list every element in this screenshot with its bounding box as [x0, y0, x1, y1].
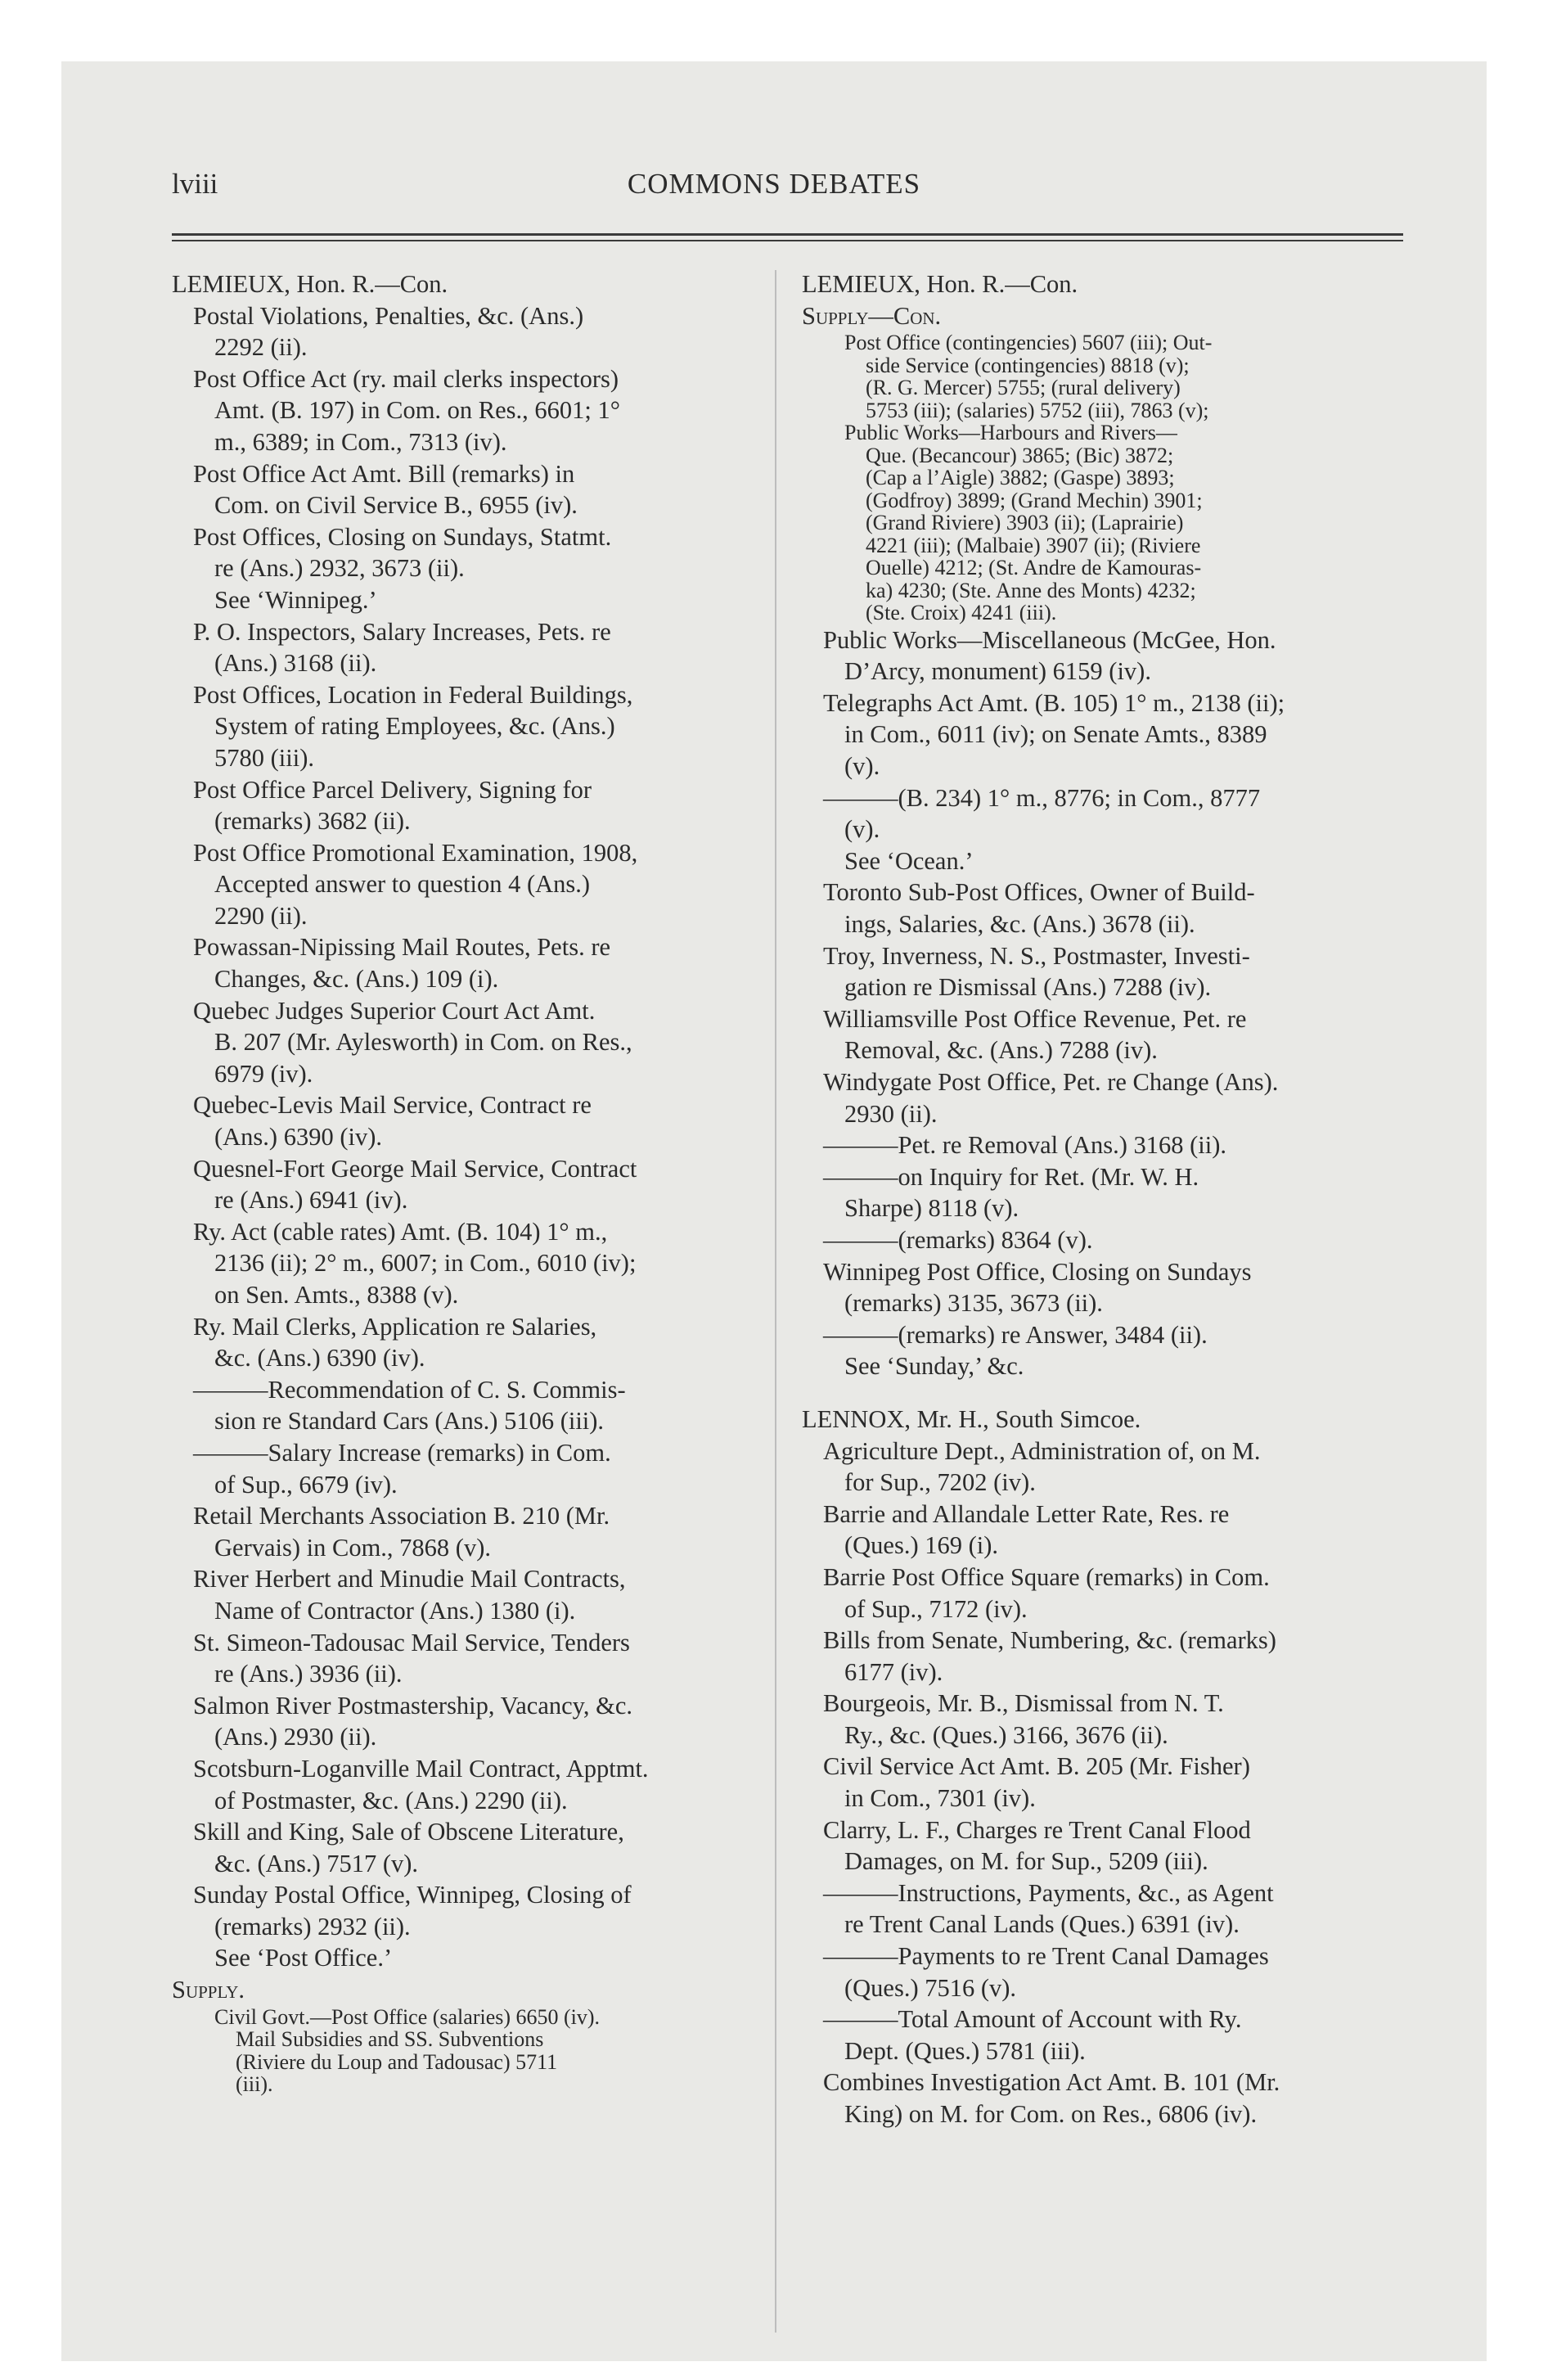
index-entry	[823, 782, 1424, 877]
index-entry	[193, 1627, 839, 1690]
entry-line: ——— (B. 234) 1° m., 8776; in Com., 8777	[823, 782, 1424, 814]
column-divider	[775, 270, 776, 2333]
entry-line: Post Office Promotional Examination, 1908,	[193, 838, 638, 867]
index-heading: LEMIEUX, Hon. R.—Con.	[172, 270, 448, 298]
entry-line: ings, Salaries, &c. (Ans.) 3678 (ii).	[844, 910, 1195, 939]
index-entry	[193, 616, 839, 679]
entry-line: gation re Dismissal (Ans.) 7288 (iv).	[844, 973, 1212, 1002]
index-entry	[193, 931, 839, 994]
supply-heading: Supply.	[172, 1976, 245, 2004]
header-rule-top	[172, 233, 1403, 236]
entry-line: Powassan-Nipissing Mail Routes, Pets. re	[193, 933, 611, 962]
entry-line: Ry. Mail Clerks, Application re Salaries,	[193, 1312, 597, 1341]
index-entry	[823, 624, 1424, 687]
entry-line: Bills from Senate, Numbering, &c. (remarks)	[823, 1626, 1276, 1655]
entry-line: B. 207 (Mr. Aylesworth) in Com. on Res.,	[214, 1028, 632, 1057]
entry-line: Amt. (B. 197) in Com. on Res., 6601; 1°	[214, 396, 620, 425]
index-entry	[193, 1089, 839, 1152]
header-rule-bottom	[172, 240, 1403, 241]
entry-line: Quesnel-Fort George Mail Service, Contract	[193, 1154, 637, 1183]
entry-line: St. Simeon-Tadousac Mail Service, Tenders	[193, 1628, 630, 1657]
entry-line: (Ans.) 3168 (ii).	[214, 649, 377, 678]
section-spacer	[802, 1382, 1424, 1404]
entry-line: 5780 (iii).	[214, 743, 314, 772]
entry-line: 2136 (ii); 2° m., 6007; in Com., 6010 (iv);	[214, 1249, 637, 1278]
entry-line: (Ques.) 7516 (v).	[844, 1973, 1017, 2002]
entry-line: Public Works—Miscellaneous (McGee, Hon.	[823, 625, 1276, 654]
entry-line: See ‘Ocean.’	[844, 846, 974, 875]
entry-line: Telegraphs Act Amt. (B. 105) 1° m., 2138 (ii);	[823, 688, 1285, 717]
index-entry	[193, 300, 839, 363]
entry-line: (R. G. Mercer) 5755; (rural delivery)	[866, 376, 1181, 400]
entry-line: re (Ans.) 6941 (iv).	[214, 1186, 408, 1215]
index-entry	[823, 1941, 1424, 2004]
entry-line: Postal Violations, Penalties, &c. (Ans.)	[193, 301, 584, 330]
index-entry	[193, 363, 839, 458]
entry-line: Changes, &c. (Ans.) 109 (i).	[214, 965, 499, 994]
entry-line: Troy, Inverness, N. S., Postmaster, Investi-	[823, 941, 1250, 970]
entry-line: ——— Instructions, Payments, &c., as Agent	[823, 1877, 1424, 1909]
entry-line: ——— Payments to re Trent Canal Damages	[823, 1941, 1424, 1972]
index-entry	[193, 1816, 839, 1879]
entry-line: River Herbert and Minudie Mail Contracts,	[193, 1565, 626, 1593]
index-entry	[823, 1066, 1424, 1129]
entry-line: 2292 (ii).	[214, 333, 308, 362]
entry-line: Clarry, L. F., Charges re Trent Canal Flood	[823, 1815, 1251, 1844]
index-page	[61, 61, 1487, 2361]
entry-line: Civil Service Act Amt. B. 205 (Mr. Fisher)	[823, 1752, 1250, 1781]
entry-line: (Ans.) 6390 (iv).	[214, 1123, 382, 1152]
entry-line: Salmon River Postmastership, Vacancy, &c.	[193, 1691, 633, 1720]
entry-line: Barrie and Allandale Letter Rate, Res. re	[823, 1499, 1230, 1528]
entry-line: Williamsville Post Office Revenue, Pet. re	[823, 1004, 1247, 1033]
index-heading: LEMIEUX, Hon. R.—Con.	[802, 270, 1078, 298]
entry-line: Post Office (contingencies) 5607 (iii); Out-	[844, 331, 1213, 355]
index-entry	[823, 1625, 1424, 1688]
entry-line: (Ques.) 169 (i).	[844, 1531, 999, 1560]
entry-line: (Godfroy) 3899; (Grand Mechin) 3901;	[866, 488, 1203, 512]
entry-line: Civil Govt.—Post Office (salaries) 6650 (iv).	[214, 2004, 601, 2029]
entry-line: (v).	[844, 752, 880, 781]
entry-line: See ‘Winnipeg.’	[214, 585, 377, 614]
entry-line: Com. on Civil Service B., 6955 (iv).	[214, 491, 578, 520]
index-entry	[823, 1003, 1424, 1066]
index-entry	[823, 1129, 1424, 1161]
entry-line: (Grand Riviere) 3903 (ii); (Laprairie)	[866, 511, 1184, 535]
index-entry	[823, 1877, 1424, 1941]
index-entry	[193, 1879, 839, 1974]
entry-line: side Service (contingencies) 8818 (v);	[866, 353, 1190, 377]
index-entry	[193, 995, 839, 1090]
page-title: COMMONS DEBATES	[627, 168, 921, 200]
entry-line: ——— (remarks) 8364 (v).	[823, 1224, 1424, 1256]
entry-line: Sharpe) 8118 (v).	[844, 1194, 1019, 1223]
index-entry	[193, 837, 839, 932]
index-entry	[823, 1319, 1424, 1382]
supply-heading: Supply—Con.	[802, 301, 942, 330]
entry-line: Removal, &c. (Ans.) 7288 (iv).	[844, 1036, 1158, 1065]
entry-line: (Riviere du Loup and Tadousac) 5711	[236, 2049, 558, 2074]
entry-line: Agriculture Dept., Administration of, on M.	[823, 1436, 1261, 1465]
entry-line: Barrie Post Office Square (remarks) in Com.	[823, 1562, 1270, 1591]
entry-line: D’Arcy, monument) 6159 (iv).	[844, 657, 1151, 686]
index-entry	[823, 940, 1424, 1003]
entry-line: (remarks) 3135, 3673 (ii).	[844, 1289, 1103, 1318]
entry-line: (remarks) 2932 (ii).	[214, 1912, 411, 1941]
entry-line: ——— Pet. re Removal (Ans.) 3168 (ii).	[823, 1129, 1424, 1161]
index-entry	[823, 1688, 1424, 1751]
entry-line: ——— Salary Increase (remarks) in Com.	[193, 1437, 839, 1469]
entry-line: Damages, on M. for Sup., 5209 (iii).	[844, 1847, 1208, 1876]
supply-entry	[214, 2006, 839, 2096]
entry-line: ——— on Inquiry for Ret. (Mr. W. H.	[823, 1161, 1424, 1193]
entry-line: ——— Recommendation of C. S. Commis-	[193, 1374, 839, 1406]
entry-line: (Ans.) 2930 (ii).	[214, 1723, 377, 1751]
index-entry	[823, 687, 1424, 782]
index-entry	[193, 1500, 839, 1563]
entry-line: 4221 (iii); (Malbaie) 3907 (ii); (Riviere	[866, 533, 1201, 557]
entry-line: (remarks) 3682 (ii).	[214, 807, 411, 836]
entry-line: Retail Merchants Association B. 210 (Mr.	[193, 1502, 610, 1530]
entry-line: See ‘Sunday,’ &c.	[844, 1352, 1024, 1381]
entry-line: &c. (Ans.) 6390 (iv).	[214, 1344, 425, 1373]
entry-line: Post Office Act (ry. mail clerks inspectors)	[193, 364, 619, 393]
entry-line: 2930 (ii).	[844, 1099, 938, 1128]
index-entry	[823, 1751, 1424, 1814]
index-heading: LENNOX, Mr. H., South Simcoe.	[802, 1404, 1141, 1433]
entry-line: re (Ans.) 2932, 3673 (ii).	[214, 554, 465, 583]
entry-line: See ‘Post Office.’	[214, 1944, 393, 1972]
index-entry	[823, 877, 1424, 940]
entry-line: of Postmaster, &c. (Ans.) 2290 (ii).	[214, 1786, 568, 1814]
entry-line: Quebec Judges Superior Court Act Amt.	[193, 996, 596, 1025]
index-entry	[823, 1562, 1424, 1625]
entry-line: Mail Subsidies and SS. Subventions	[236, 2027, 544, 2052]
entry-line: (Cap a l’Aigle) 3882; (Gaspe) 3893;	[866, 466, 1175, 490]
entry-line: 6979 (iv).	[214, 1059, 313, 1088]
entry-line: Ouelle) 4212; (St. Andre de Kamouras-	[866, 556, 1202, 580]
entry-line: Toronto Sub-Post Offices, Owner of Build-	[823, 878, 1255, 907]
index-entry	[193, 1690, 839, 1753]
entry-line: Bourgeois, Mr. B., Dismissal from N. T.	[823, 1689, 1224, 1718]
index-entry	[193, 521, 839, 616]
entry-line: (iii).	[236, 2072, 273, 2097]
entry-line: Post Office Parcel Delivery, Signing for	[193, 775, 592, 804]
entry-line: ——— (remarks) re Answer, 3484 (ii).	[823, 1319, 1424, 1351]
entry-line: Accepted answer to question 4 (Ans.)	[214, 870, 591, 899]
entry-line: Ry., &c. (Ques.) 3166, 3676 (ii).	[844, 1720, 1168, 1749]
entry-line: in Com., 6011 (iv); on Senate Amts., 8389	[844, 720, 1267, 749]
entry-line: m., 6389; in Com., 7313 (iv).	[214, 427, 507, 456]
entry-line: Winnipeg Post Office, Closing on Sundays	[823, 1257, 1252, 1286]
index-entry	[823, 1499, 1424, 1562]
index-entry	[193, 679, 839, 774]
entry-line: P. O. Inspectors, Salary Increases, Pets. re	[193, 617, 611, 646]
index-entry	[193, 1753, 839, 1816]
entry-line: &c. (Ans.) 7517 (v).	[214, 1849, 419, 1877]
entry-line: Public Works—Harbours and Rivers—	[844, 421, 1177, 445]
entry-line: Name of Contractor (Ans.) 1380 (i).	[214, 1596, 576, 1625]
entry-line: (Ste. Croix) 4241 (iii).	[866, 601, 1057, 625]
entry-line: Que. (Becancour) 3865; (Bic) 3872;	[866, 443, 1174, 467]
entry-line: for Sup., 7202 (iv).	[844, 1468, 1036, 1497]
index-entry	[193, 458, 839, 521]
index-entry	[193, 774, 839, 837]
index-entry	[193, 1311, 839, 1374]
entry-line: King) on M. for Com. on Res., 6806 (iv).	[844, 2100, 1258, 2128]
index-entry	[823, 1161, 1424, 1224]
entry-line: 2290 (ii).	[214, 901, 308, 930]
entry-line: ka) 4230; (Ste. Anne des Monts) 4232;	[866, 578, 1196, 602]
entry-line: Sunday Postal Office, Winnipeg, Closing of	[193, 1881, 632, 1909]
entry-line: Windygate Post Office, Pet. re Change (Ans).	[823, 1068, 1279, 1096]
supply-entry	[844, 421, 1424, 624]
index-entry	[823, 2004, 1424, 2067]
entry-line: Scotsburn-Loganville Mail Contract, Apptmt.	[193, 1754, 649, 1783]
index-entry	[823, 2067, 1424, 2130]
entry-line: re (Ans.) 3936 (ii).	[214, 1660, 403, 1688]
entry-line: ——— Total Amount of Account with Ry.	[823, 2004, 1424, 2035]
entry-line: on Sen. Amts., 8388 (v).	[214, 1281, 459, 1309]
index-entry	[193, 1153, 839, 1216]
entry-line: sion re Standard Cars (Ans.) 5106 (iii).	[214, 1407, 605, 1436]
index-entry	[823, 1256, 1424, 1319]
entry-line: Post Offices, Location in Federal Buildings,	[193, 680, 633, 709]
index-entry	[193, 1216, 839, 1311]
entry-line: System of rating Employees, &c. (Ans.)	[214, 712, 615, 741]
entry-line: (v).	[844, 815, 880, 844]
supply-entry	[844, 331, 1424, 421]
index-entry	[823, 1436, 1424, 1499]
entry-line: Post Offices, Closing on Sundays, Statmt.	[193, 522, 612, 551]
entry-line: in Com., 7301 (iv).	[844, 1784, 1036, 1813]
entry-line: 6177 (iv).	[844, 1657, 943, 1686]
index-entry	[193, 1563, 839, 1626]
index-entry	[193, 1374, 839, 1437]
page-number: lviii	[172, 168, 218, 200]
index-entry	[823, 1224, 1424, 1256]
entry-line: re Trent Canal Lands (Ques.) 6391 (iv).	[844, 1910, 1240, 1939]
index-entry	[823, 1814, 1424, 1877]
entry-line: Skill and King, Sale of Obscene Literature,	[193, 1818, 624, 1846]
entry-line: Post Office Act Amt. Bill (remarks) in	[193, 459, 575, 488]
entry-line: of Sup., 6679 (iv).	[214, 1470, 398, 1499]
entry-line: Gervais) in Com., 7868 (v).	[214, 1533, 491, 1562]
entry-line: Quebec-Levis Mail Service, Contract re	[193, 1091, 592, 1120]
entry-line: Combines Investigation Act Amt. B. 101 (Mr.	[823, 2068, 1280, 2097]
entry-line: 5753 (iii); (salaries) 5752 (iii), 7863 (v);	[866, 398, 1209, 422]
entry-line: Dept. (Ques.) 5781 (iii).	[844, 2036, 1086, 2065]
entry-line: of Sup., 7172 (iv).	[844, 1594, 1028, 1623]
page-header	[61, 168, 1487, 217]
left-column	[172, 268, 839, 2096]
index-entry	[193, 1437, 839, 1500]
right-column	[802, 268, 1424, 2130]
entry-line: Ry. Act (cable rates) Amt. (B. 104) 1° m.,	[193, 1217, 608, 1246]
